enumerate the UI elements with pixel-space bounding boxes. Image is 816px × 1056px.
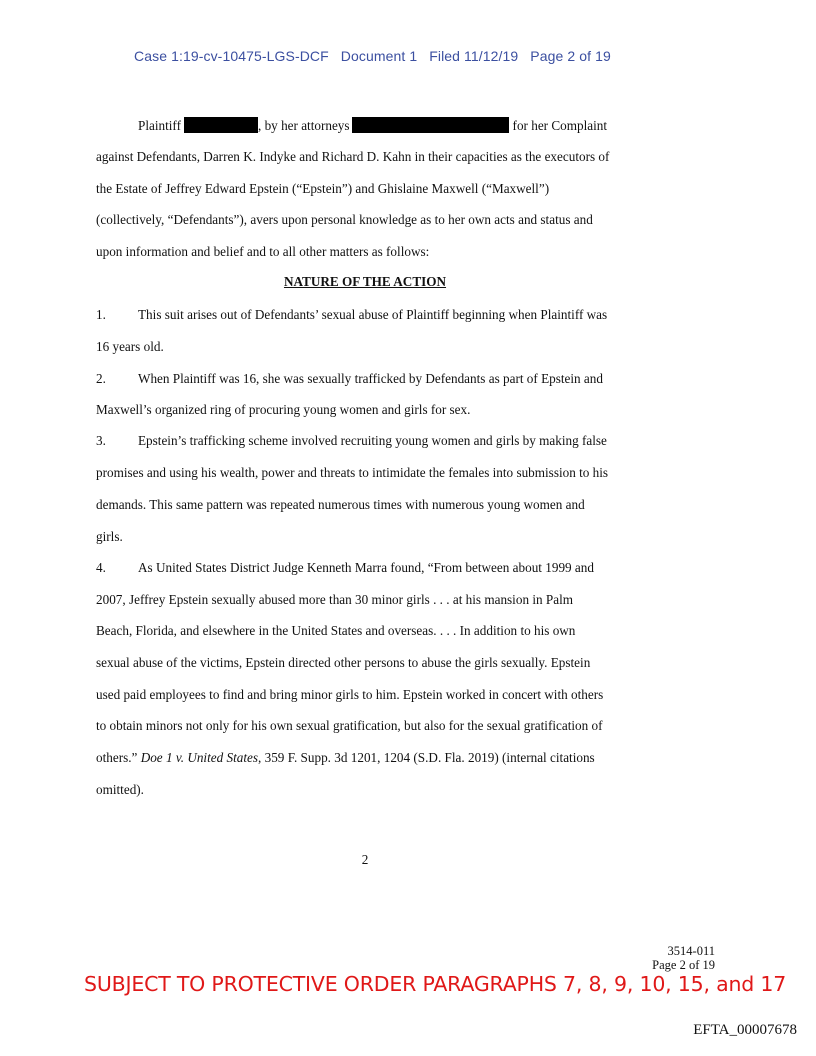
paragraph-1-line: 16 years old. (96, 339, 164, 354)
paragraph-3-line: girls. (96, 529, 123, 544)
paragraph-2-first-line: When Plaintiff was 16, she was sexually trafficked by Defendants as part of Epstein and (138, 371, 603, 386)
citation-pre: others.” (96, 750, 141, 765)
document-code: 3514-011 (667, 944, 715, 958)
paragraph-4-number: 4. (96, 560, 106, 575)
paragraph-4-line: used paid employees to find and bring minor girls to him. Epstein worked in concert with others (96, 687, 604, 702)
paragraph-4-line: to obtain minors not only for his own sexual gratification, but also for the sexual gratification of (96, 718, 603, 733)
page-number: 2 (361, 852, 369, 867)
paragraph-1-first-line: This suit arises out of Defendants’ sexual abuse of Plaintiff beginning when Plaintiff was (138, 307, 608, 322)
paragraph-4-first-line: As United States District Judge Kenneth Marra found, “From between about 1999 and (138, 560, 594, 575)
for-complaint-text: for her Complaint (512, 118, 608, 133)
plaintiff-word: Plaintiff (138, 118, 181, 133)
paragraph-4-line: Beach, Florida, and elsewhere in the United States and overseas. . . . In addition to his own (96, 623, 576, 638)
case-header: Case 1:19-cv-10475-LGS-DCF Document 1 Filed 11/12/19 Page 2 of 19 (134, 48, 611, 64)
by-attorneys-text: , by her attorneys (257, 118, 350, 133)
intro-line: the Estate of Jeffrey Edward Epstein (“Epstein”) and Ghislaine Maxwell (“Maxwell”) (96, 181, 550, 196)
redaction-block-name (184, 117, 258, 133)
paragraph-3-first-line: Epstein’s trafficking scheme involved recruiting young women and girls by making false (138, 433, 607, 448)
intro-first-line (138, 117, 607, 134)
paragraph-2-number: 2. (96, 371, 106, 386)
paragraph-4-citation-line (96, 750, 595, 766)
redaction-block-attorneys (352, 117, 509, 133)
paragraph-4-line: sexual abuse of the victims, Epstein directed other persons to abuse the girls sexually. Epstein (96, 655, 591, 670)
intro-line: (collectively, “Defendants”), avers upon personal knowledge as to her own acts and status and (96, 212, 593, 227)
intro-line: upon information and belief and to all other matters as follows: (96, 244, 430, 259)
paragraph-3-line: promises and using his wealth, power and threats to intimidate the females into submission to his (96, 465, 609, 480)
bates-number: EFTA_00007678 (693, 1022, 797, 1038)
paragraph-3-number: 3. (96, 433, 106, 448)
protective-order-notice: SUBJECT TO PROTECTIVE ORDER PARAGRAPHS 7, 8, 9, 10, 15, and 17 (84, 972, 787, 996)
intro-line: against Defendants, Darren K. Indyke and Richard D. Kahn in their capacities as the executors of (96, 149, 610, 164)
paragraph-3-line: demands. This same pattern was repeated numerous times with numerous young women and (96, 497, 585, 512)
paragraph-2-line: Maxwell’s organized ring of procuring young women and girls for sex. (96, 402, 471, 417)
citation-post: , 359 F. Supp. 3d 1201, 1204 (S.D. Fla. 2019) (internal citations (258, 750, 595, 765)
page-stamp: Page 2 of 19 (652, 958, 715, 972)
section-heading: NATURE OF THE ACTION (283, 274, 447, 289)
paragraph-4-line: omitted). (96, 782, 144, 797)
paragraph-1-number: 1. (96, 307, 106, 322)
case-name: Doe 1 v. United States (140, 750, 259, 765)
paragraph-4-line: 2007, Jeffrey Epstein sexually abused more than 30 minor girls . . . at his mansion in Palm (96, 592, 573, 607)
